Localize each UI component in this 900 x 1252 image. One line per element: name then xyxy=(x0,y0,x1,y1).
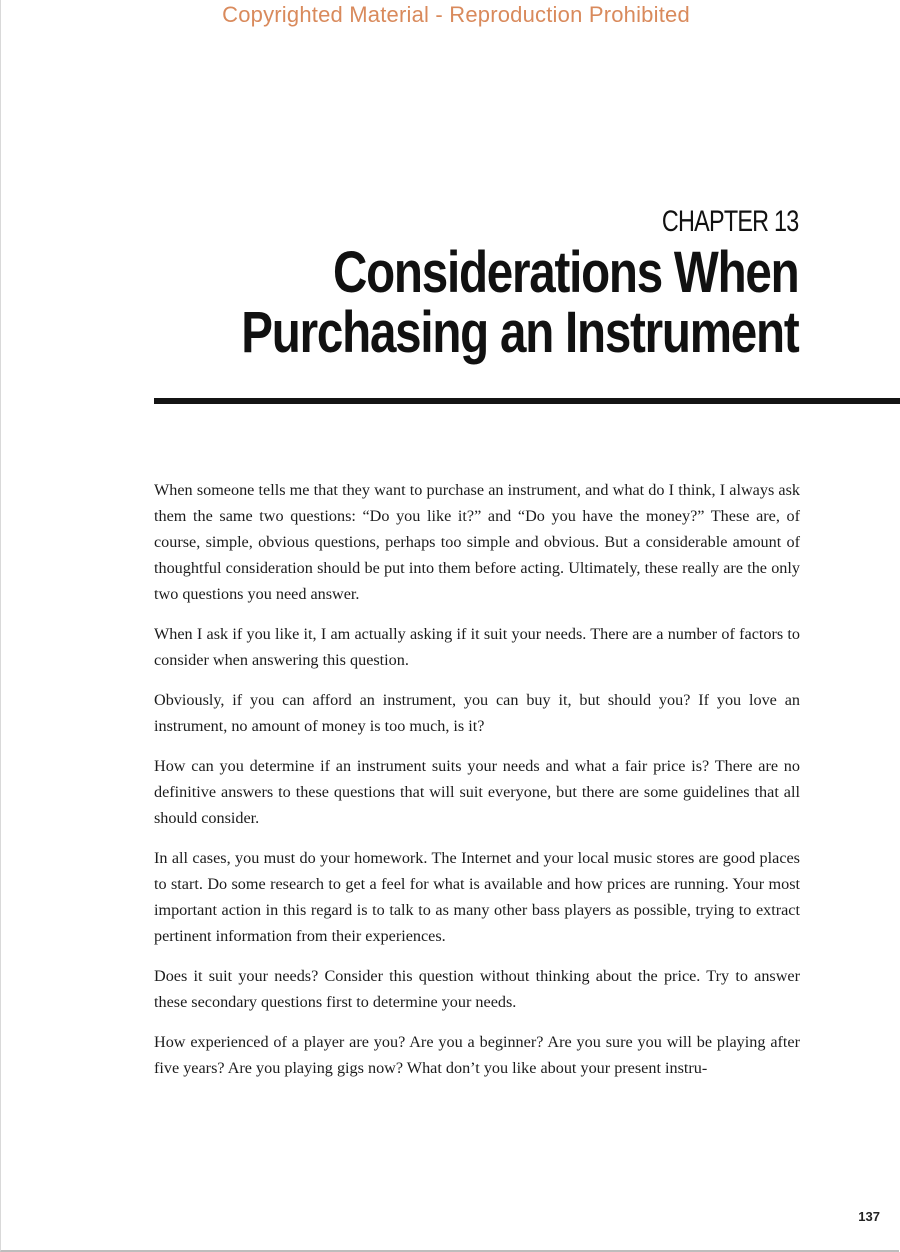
chapter-title-line-2: Purchasing an Instrument xyxy=(240,300,798,365)
paragraph: When I ask if you like it, I am actually asking if it suit your needs. There are a number of factors to consider when answering this question. xyxy=(154,625,800,669)
paragraph: How can you determine if an instrument suits your needs and what a fair price is? There are no definitive answers to these questions that will suit everyone, but there are some guidelines that all should consider. xyxy=(154,757,800,827)
chapter-label: CHAPTER 13 xyxy=(661,205,798,238)
chapter-divider-rule xyxy=(154,398,900,404)
body-text xyxy=(154,477,800,1095)
paragraph: Does it suit your needs? Consider this question without thinking about the price. Try to answer these secondary questions first to determine your needs. xyxy=(154,967,800,1011)
chapter-title-line-1: Considerations When xyxy=(332,240,798,305)
paragraph: When someone tells me that they want to purchase an instrument, and what do I think, I always ask them the same two questions: “Do you like it?” and “Do you have the money?” These are, of course, simple, obvious questions, perhaps too simple and obvious. But a considerable amount of thoughtful consideration should be put into them before acting. Ultimately, these really are the only two questions you need answer. xyxy=(154,481,800,603)
paragraph: In all cases, you must do your homework. The Internet and your local music stores are good places to start. Do some research to get a feel for what is available and how prices are running. Your most important action in this regard is to talk to as many other bass players as possible, trying to extract pertinent information from their experiences. xyxy=(154,849,800,945)
paragraph: How experienced of a player are you? Are you a beginner? Are you sure you will be playing after five years? Are you playing gigs now? What don’t you like about your present instru- xyxy=(154,1033,800,1077)
chapter-heading xyxy=(119,205,798,363)
page-number: 137 xyxy=(858,1209,880,1224)
copyright-watermark: Copyrighted Material - Reproduction Prohibited xyxy=(222,2,690,27)
paragraph: Obviously, if you can afford an instrument, you can buy it, but should you? If you love an instrument, no amount of money is too much, is it? xyxy=(154,691,800,735)
